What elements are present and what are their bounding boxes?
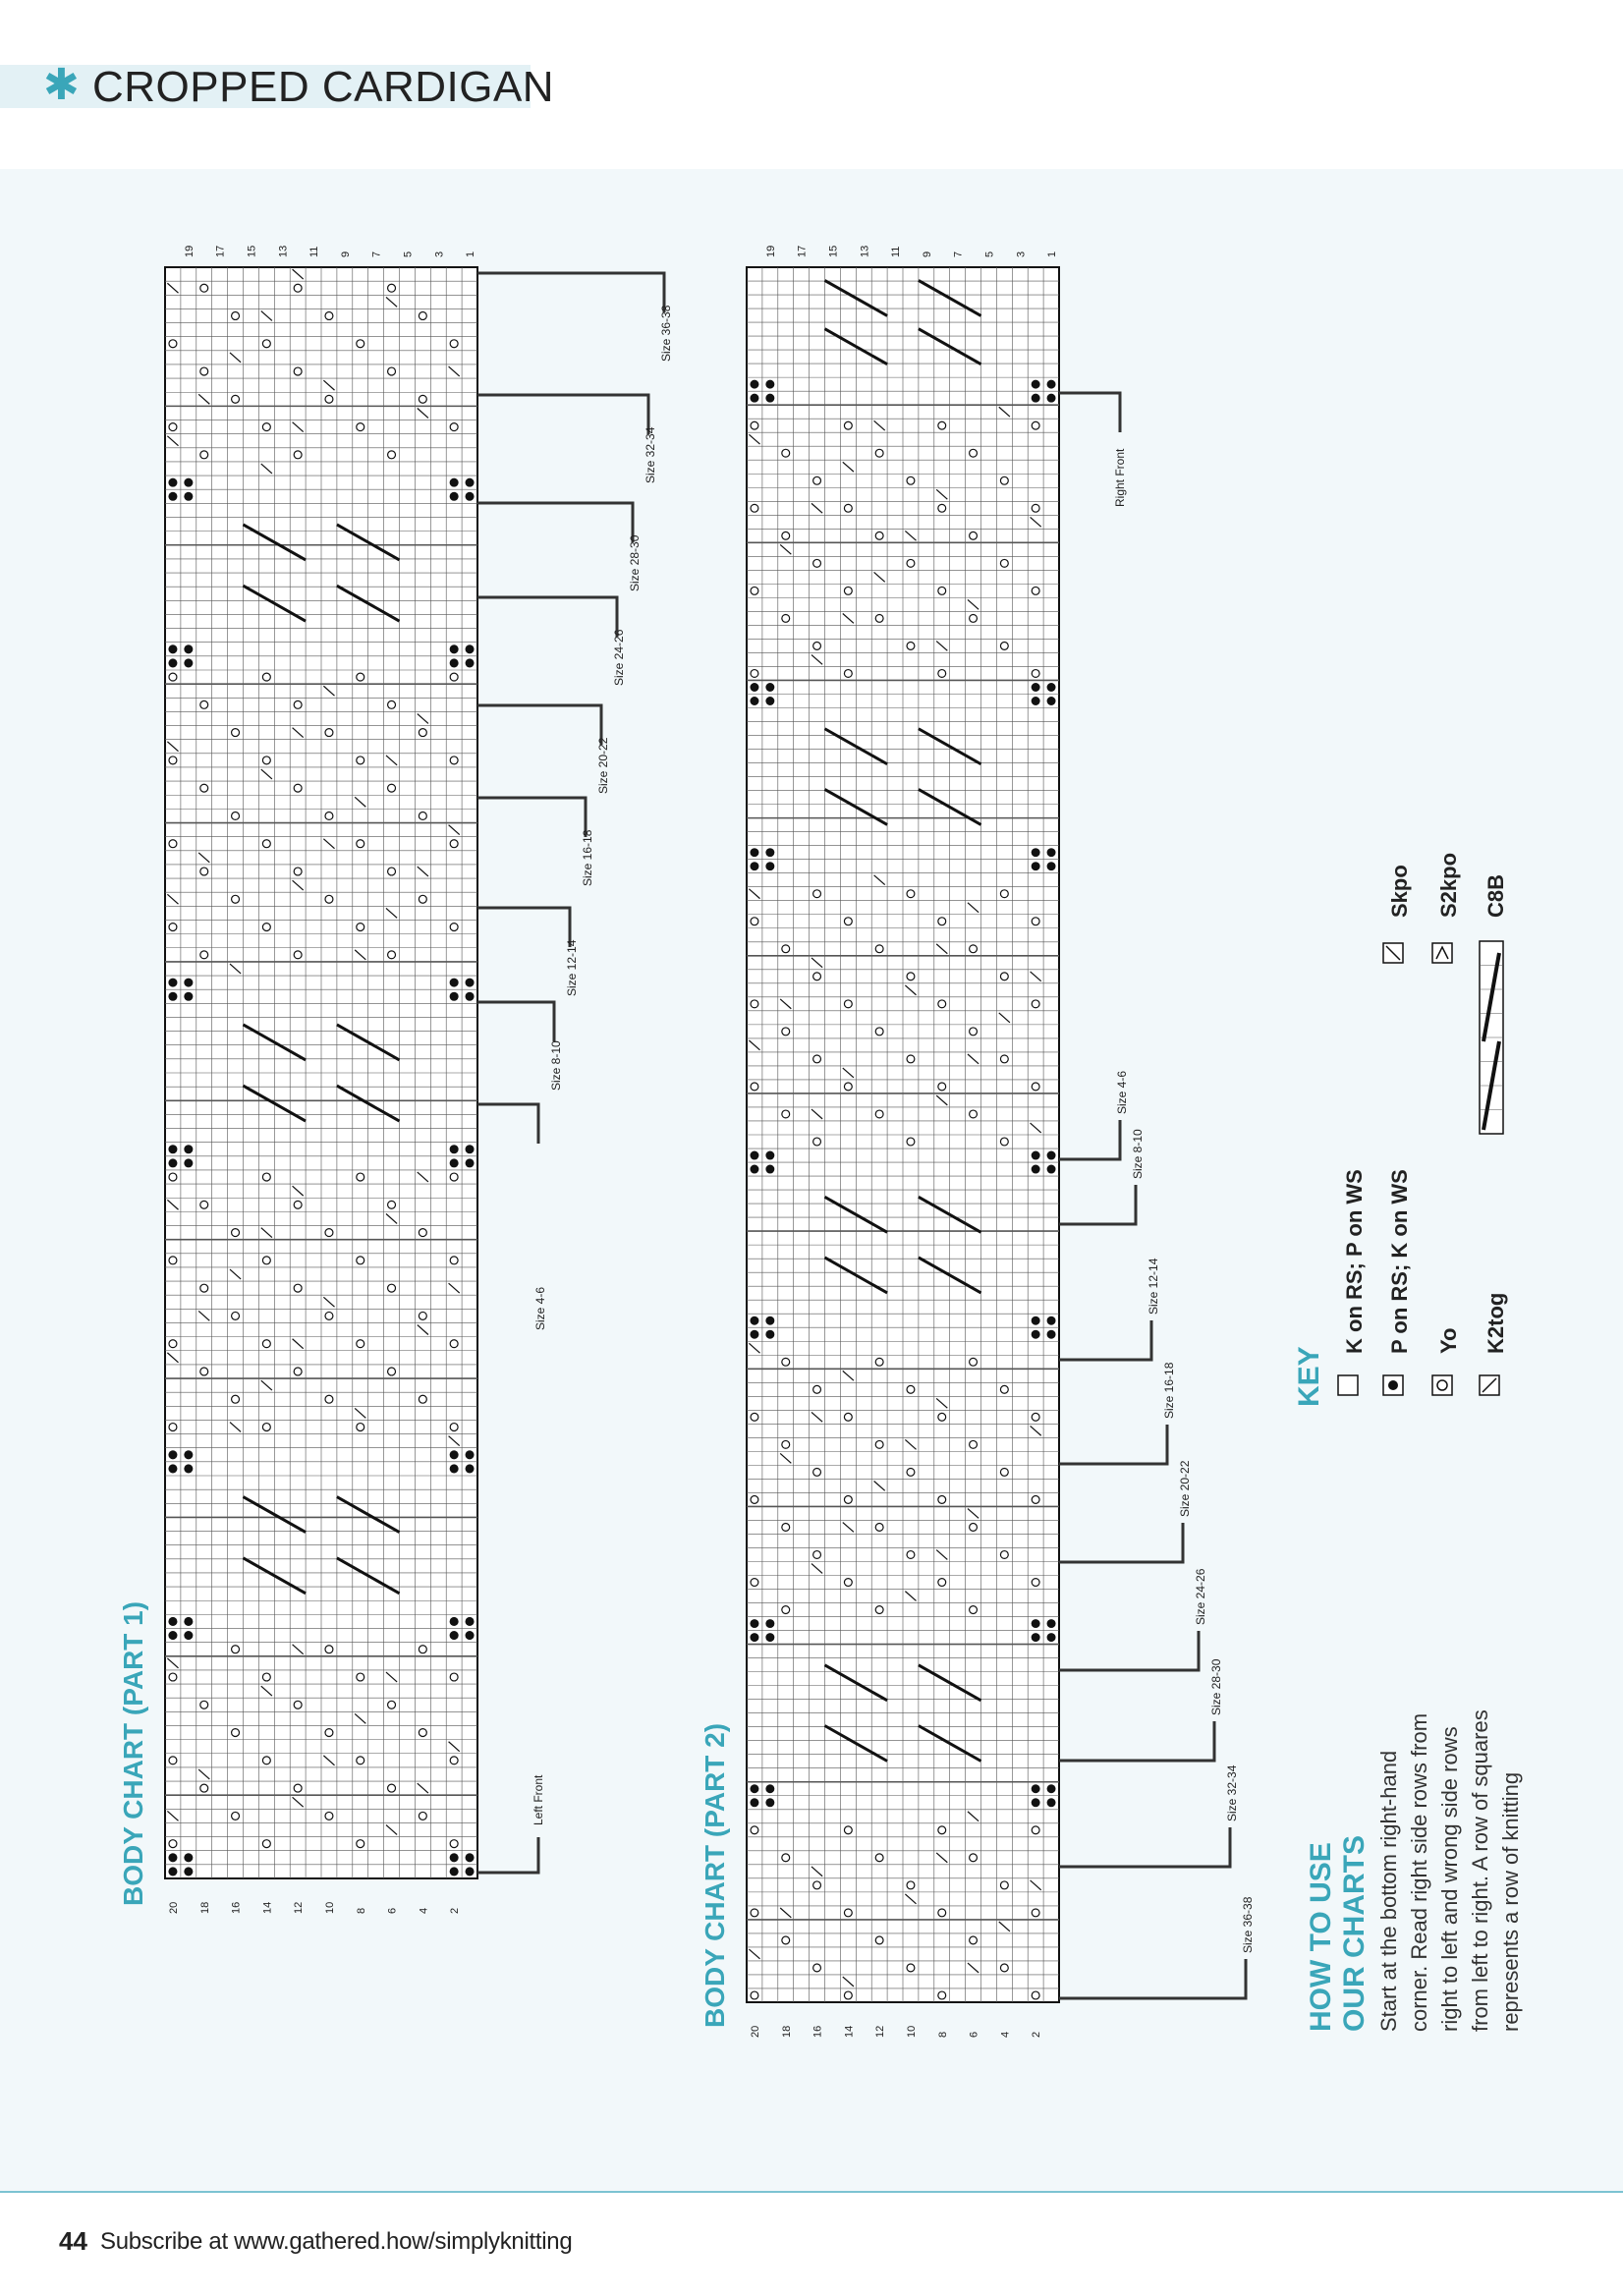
row-number-even: 8	[355, 1907, 367, 1914]
size-label: Size 28-30	[1209, 1658, 1223, 1715]
purl-stitch-mark	[1047, 697, 1056, 705]
size-label: Size 36-38	[659, 305, 673, 362]
purl-stitch-mark	[168, 492, 177, 501]
row-number-even: 6	[968, 2031, 980, 2038]
purl-stitch-mark	[1032, 1316, 1040, 1325]
purl-stitch-mark	[1047, 394, 1056, 403]
purl-stitch-mark	[750, 380, 758, 389]
key-label-c8b: C8B	[1483, 873, 1508, 918]
purl-stitch-mark	[466, 492, 475, 501]
purl-stitch-mark	[466, 1853, 475, 1862]
purl-stitch-mark	[1047, 862, 1056, 870]
purl-stitch-mark	[765, 862, 774, 870]
row-number-odd: 17	[214, 245, 227, 257]
page-title: CROPPED CARDIGAN	[92, 63, 555, 111]
row-number-even: 14	[843, 2025, 856, 2038]
purl-stitch-mark	[765, 1165, 774, 1174]
row-number-odd: 9	[921, 251, 933, 257]
purl-stitch-mark	[1032, 1798, 1040, 1807]
purl-stitch-mark	[450, 992, 459, 1001]
purl-stitch-mark	[466, 1158, 475, 1167]
size-label: Size 28-30	[628, 534, 642, 591]
size-label: Size 16-18	[1162, 1362, 1176, 1419]
purl-stitch-mark	[466, 1867, 475, 1876]
row-number-even: 16	[812, 2025, 824, 2038]
size-label: Size 20-22	[1178, 1460, 1192, 1517]
purl-stitch-mark	[765, 683, 774, 692]
how-to-body	[1373, 1709, 1526, 2032]
row-number-even: 10	[905, 2025, 918, 2038]
size-bracket	[1059, 1721, 1214, 1761]
purl-stitch-mark	[168, 658, 177, 667]
size-bracket	[1059, 1425, 1167, 1464]
purl-stitch-mark	[168, 1450, 177, 1459]
left-front-bracket	[477, 1837, 538, 1873]
purl-stitch-mark	[750, 1330, 758, 1339]
key-label-k2tog: K2tog	[1483, 1292, 1508, 1354]
size-bracket	[1059, 1631, 1199, 1670]
purl-stitch-mark	[1032, 1784, 1040, 1793]
row-number-even: 12	[874, 2025, 887, 2038]
row-number-even: 12	[293, 1901, 306, 1914]
right-front-bracket	[1059, 393, 1120, 432]
purl-stitch-mark	[450, 1464, 459, 1473]
purl-stitch-mark	[168, 1145, 177, 1153]
left-front-label: Left Front	[532, 1774, 545, 1825]
purl-stitch-mark	[750, 683, 758, 692]
purl-stitch-mark	[765, 380, 774, 389]
how-to-title-line2: OUR CHARTS	[1338, 1835, 1371, 2032]
purl-stitch-mark	[1047, 1619, 1056, 1628]
purl-stitch-mark	[168, 1158, 177, 1167]
purl-stitch-mark	[184, 492, 193, 501]
knit-square-icon	[1338, 1375, 1358, 1395]
row-number-odd: 5	[983, 251, 996, 257]
purl-stitch-mark	[168, 1464, 177, 1473]
row-number-even: 18	[780, 2025, 793, 2038]
purl-stitch-mark	[466, 1631, 475, 1640]
purl-stitch-mark	[184, 658, 193, 667]
purl-stitch-mark	[750, 1619, 758, 1628]
purl-stitch-mark	[1047, 1798, 1056, 1807]
row-number-odd: 9	[339, 251, 352, 257]
purl-stitch-mark	[1047, 1316, 1056, 1325]
key-label-s2kpo: S2kpo	[1436, 852, 1461, 918]
purl-stitch-mark	[1032, 862, 1040, 870]
purl-stitch-mark	[1047, 1330, 1056, 1339]
purl-dot-icon-mark	[1388, 1380, 1398, 1390]
purl-stitch-mark	[1047, 380, 1056, 389]
size-label: Size 24-26	[1194, 1568, 1207, 1625]
row-number-even: 20	[167, 1901, 180, 1914]
purl-stitch-mark	[1047, 1633, 1056, 1642]
purl-stitch-mark	[1032, 380, 1040, 389]
how-to-title	[1305, 1835, 1371, 2032]
size-bracket	[477, 1002, 554, 1041]
purl-stitch-mark	[450, 1867, 459, 1876]
how-to-line: right to left and wrong side rows	[1437, 1726, 1462, 2032]
purl-stitch-mark	[1032, 1330, 1040, 1339]
size-label: Size 12-14	[565, 939, 579, 996]
size-bracket	[477, 705, 601, 745]
chart1-title: BODY CHART (PART 1)	[118, 1600, 148, 1906]
row-number-even: 18	[198, 1901, 211, 1914]
row-number-even: 14	[261, 1901, 274, 1914]
purl-stitch-mark	[765, 1330, 774, 1339]
size-label: Size 12-14	[1147, 1258, 1160, 1315]
purl-stitch-mark	[1047, 1151, 1056, 1160]
size-bracket	[477, 908, 570, 947]
asterisk-icon: ✱	[43, 60, 80, 110]
purl-stitch-mark	[765, 394, 774, 403]
purl-stitch-mark	[466, 1617, 475, 1626]
purl-stitch-mark	[750, 1784, 758, 1793]
purl-stitch-mark	[450, 1631, 459, 1640]
how-to-title-line1: HOW TO USE	[1305, 1842, 1337, 2032]
size-label: Size 8-10	[549, 1040, 563, 1091]
purl-stitch-mark	[184, 979, 193, 987]
row-number-odd: 15	[827, 245, 840, 257]
purl-stitch-mark	[1032, 697, 1040, 705]
right-front-label: Right Front	[1113, 448, 1127, 507]
size-bracket	[477, 597, 617, 637]
size-bracket	[477, 1104, 538, 1144]
purl-stitch-mark	[1047, 683, 1056, 692]
purl-stitch-mark	[184, 1617, 193, 1626]
purl-stitch-mark	[750, 848, 758, 857]
purl-stitch-mark	[184, 1867, 193, 1876]
purl-stitch-mark	[750, 394, 758, 403]
size-bracket	[477, 273, 664, 312]
purl-stitch-mark	[765, 1151, 774, 1160]
purl-stitch-mark	[168, 992, 177, 1001]
size-label: Size 36-38	[1241, 1896, 1255, 1953]
row-number-even: 20	[749, 2025, 761, 2038]
purl-stitch-mark	[1032, 683, 1040, 692]
purl-stitch-mark	[466, 1145, 475, 1153]
chart2-title: BODY CHART (PART 2)	[700, 1722, 730, 2028]
purl-stitch-mark	[168, 979, 177, 987]
purl-stitch-mark	[184, 1158, 193, 1167]
yarn-over-icon	[1432, 1375, 1452, 1395]
purl-stitch-mark	[765, 1784, 774, 1793]
purl-stitch-mark	[168, 1617, 177, 1626]
purl-stitch-mark	[466, 644, 475, 653]
purl-stitch-mark	[466, 1464, 475, 1473]
how-to-line: represents a row of knitting	[1498, 1771, 1523, 2032]
purl-stitch-mark	[184, 1631, 193, 1640]
purl-stitch-mark	[168, 478, 177, 487]
row-number-odd: 3	[433, 251, 446, 257]
size-bracket	[477, 798, 586, 837]
purl-stitch-mark	[450, 1450, 459, 1459]
purl-stitch-mark	[1032, 1633, 1040, 1642]
purl-stitch-mark	[750, 1316, 758, 1325]
purl-stitch-mark	[466, 979, 475, 987]
key-label-knit: K on RS; P on WS	[1342, 1169, 1367, 1354]
purl-stitch-mark	[184, 992, 193, 1001]
purl-stitch-mark	[168, 644, 177, 653]
key-label-purl: P on RS; K on WS	[1387, 1169, 1412, 1354]
purl-stitch-mark	[450, 979, 459, 987]
purl-stitch-mark	[750, 1633, 758, 1642]
purl-stitch-mark	[450, 1145, 459, 1153]
purl-stitch-mark	[1032, 394, 1040, 403]
purl-stitch-mark	[184, 1145, 193, 1153]
size-label: Size 16-18	[581, 829, 594, 886]
purl-stitch-mark	[1047, 1784, 1056, 1793]
purl-stitch-mark	[184, 1853, 193, 1862]
page-number: 44	[59, 2226, 87, 2256]
key-label-skpo: Skpo	[1387, 865, 1412, 918]
purl-stitch-mark	[184, 1450, 193, 1459]
row-number-even: 10	[323, 1901, 336, 1914]
row-number-odd: 1	[465, 251, 477, 257]
size-label: Size 20-22	[596, 737, 610, 794]
how-to-line: corner. Read right side rows from	[1407, 1712, 1431, 2032]
size-label: Size 4-6	[1115, 1070, 1129, 1114]
purl-stitch-mark	[450, 1158, 459, 1167]
purl-stitch-mark	[1032, 1619, 1040, 1628]
row-number-odd: 13	[859, 245, 871, 257]
row-number-odd: 1	[1046, 251, 1059, 257]
row-number-even: 2	[449, 1907, 462, 1914]
purl-stitch-mark	[750, 1798, 758, 1807]
row-number-even: 4	[999, 2031, 1012, 2038]
size-label: Size 32-34	[1225, 1764, 1239, 1821]
size-bracket	[1059, 1959, 1246, 1998]
purl-stitch-mark	[184, 644, 193, 653]
purl-stitch-mark	[466, 1450, 475, 1459]
purl-stitch-mark	[750, 1165, 758, 1174]
purl-stitch-mark	[466, 658, 475, 667]
purl-stitch-mark	[1047, 1165, 1056, 1174]
key-title: KEY	[1293, 1346, 1325, 1407]
purl-stitch-mark	[450, 478, 459, 487]
row-number-even: 2	[1031, 2031, 1043, 2038]
purl-stitch-mark	[168, 1867, 177, 1876]
purl-stitch-mark	[450, 644, 459, 653]
key-label-yo: Yo	[1436, 1327, 1461, 1354]
purl-stitch-mark	[1032, 1165, 1040, 1174]
purl-stitch-mark	[750, 697, 758, 705]
size-label: Size 4-6	[533, 1286, 547, 1330]
how-to-line: from left to right. A row of squares	[1468, 1709, 1492, 2032]
row-number-even: 8	[936, 2031, 949, 2038]
purl-stitch-mark	[466, 992, 475, 1001]
row-number-even: 4	[418, 1907, 430, 1914]
purl-stitch-mark	[1047, 848, 1056, 857]
size-bracket	[1059, 1827, 1230, 1867]
purl-stitch-mark	[450, 492, 459, 501]
size-bracket	[1059, 1120, 1120, 1159]
purl-stitch-mark	[184, 478, 193, 487]
row-number-even: 16	[230, 1901, 243, 1914]
size-bracket	[1059, 1320, 1151, 1360]
purl-stitch-mark	[765, 697, 774, 705]
purl-stitch-mark	[168, 1631, 177, 1640]
purl-stitch-mark	[765, 1798, 774, 1807]
how-to-line: Start at the bottom right-hand	[1376, 1750, 1401, 2032]
size-bracket	[477, 395, 648, 434]
purl-stitch-mark	[750, 862, 758, 870]
row-number-odd: 13	[277, 245, 290, 257]
purl-stitch-mark	[1032, 1151, 1040, 1160]
footer-subscribe-text: Subscribe at www.gathered.how/simplyknitting	[100, 2228, 573, 2255]
purl-stitch-mark	[750, 1151, 758, 1160]
row-number-odd: 11	[308, 246, 321, 257]
row-number-odd: 19	[764, 245, 777, 257]
purl-stitch-mark	[765, 1316, 774, 1325]
purl-stitch-mark	[765, 1619, 774, 1628]
row-number-odd: 5	[402, 251, 415, 257]
purl-stitch-mark	[450, 1617, 459, 1626]
purl-stitch-mark	[184, 1464, 193, 1473]
row-number-odd: 7	[952, 251, 965, 257]
size-bracket	[1059, 1185, 1136, 1224]
row-number-odd: 19	[183, 245, 196, 257]
footer-rule	[0, 2191, 1623, 2193]
size-label: Size 24-26	[612, 629, 626, 686]
purl-stitch-mark	[168, 1853, 177, 1862]
row-number-odd: 17	[796, 245, 809, 257]
size-bracket	[1059, 1523, 1183, 1562]
row-number-odd: 11	[890, 246, 903, 257]
purl-stitch-mark	[765, 848, 774, 857]
size-label: Size 32-34	[644, 426, 657, 483]
purl-stitch-mark	[1032, 848, 1040, 857]
size-label: Size 8-10	[1131, 1129, 1145, 1179]
row-number-odd: 15	[246, 245, 258, 257]
row-number-even: 6	[386, 1907, 399, 1914]
purl-stitch-mark	[450, 658, 459, 667]
purl-stitch-mark	[765, 1633, 774, 1642]
size-bracket	[477, 503, 633, 542]
purl-stitch-mark	[466, 478, 475, 487]
row-number-odd: 3	[1015, 251, 1028, 257]
purl-stitch-mark	[450, 1853, 459, 1862]
row-number-odd: 7	[370, 251, 383, 257]
